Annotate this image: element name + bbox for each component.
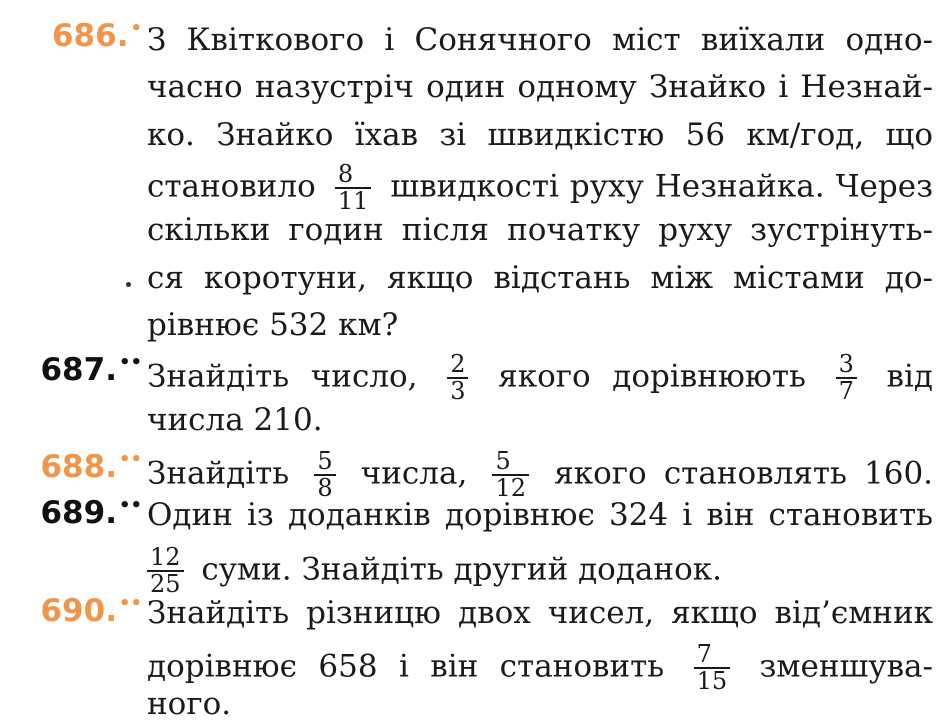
problem-690-line-3: ного. — [147, 686, 232, 722]
fraction-2-3: $\frac{2}{3}$ — [447, 352, 468, 404]
problem-686-line-3: ко. Знайко їхав зі швидкістю 56 км/год, що — [147, 117, 933, 153]
problem-689-line-1: Один із доданків дорівнює 324 і він становить — [147, 497, 933, 533]
text-segment: якого становлять 160. — [554, 455, 934, 492]
fraction-8-11: $\frac{8}{11}$ — [335, 162, 372, 214]
text-segment: суми. Знайдіть другий доданок. — [201, 551, 722, 588]
problem-686-line-7: рівнює 532 км? — [147, 307, 399, 343]
text-segment: якого дорівнюють — [498, 358, 806, 395]
text-segment: Знайдіть число, — [147, 358, 418, 395]
problem-689-number: 689. •• — [40, 495, 142, 531]
text-segment: від — [886, 358, 933, 395]
problem-690-line-1: Знайдіть різницю двох чисел, якщо від’ємник — [147, 595, 933, 631]
problem-687-number: 687. •• — [40, 352, 142, 388]
fraction-5-8: $\frac{5}{8}$ — [314, 449, 335, 501]
problem-689-line-2 — [147, 543, 933, 598]
problem-686-number: 686. • — [51, 18, 142, 54]
text-segment: зменшува- — [759, 648, 934, 685]
problem-686-line-4 — [147, 160, 933, 215]
problem-686-line-1: З Квіткового і Сонячного міст виїхали одно- — [147, 22, 933, 58]
fraction-12-25: $\frac{12}{25}$ — [147, 545, 184, 597]
problem-686-line-2: часно назустріч один одному Знайко і Незнай- — [147, 69, 933, 105]
problem-688-number: 688. •• — [40, 449, 142, 485]
text-segment: дорівнює 658 і він становить — [147, 648, 665, 685]
text-segment: числа, — [360, 455, 468, 492]
margin-dot — [126, 282, 131, 287]
problem-690-line-2 — [147, 640, 934, 695]
problem-686-line-6: ся коротуни, якщо відстань між містами до- — [147, 260, 933, 296]
fraction-7-15: $\frac{7}{15}$ — [694, 642, 731, 694]
fraction-5-12: $\frac{5}{12}$ — [492, 449, 529, 501]
problem-690-number: 690. •• — [40, 593, 142, 629]
text-segment: швидкості руху Незнайка. Через — [390, 168, 933, 205]
problem-686-line-5: скільки годин після початку руху зустрінуть- — [147, 212, 933, 248]
problem-687-line-1 — [147, 350, 933, 405]
text-segment: становило — [147, 168, 316, 205]
text-segment: Знайдіть — [147, 455, 290, 492]
problem-687-line-2: числа 210. — [147, 402, 323, 438]
problem-688-line-1 — [147, 447, 934, 502]
fraction-3-7: $\frac{3}{7}$ — [836, 352, 857, 404]
